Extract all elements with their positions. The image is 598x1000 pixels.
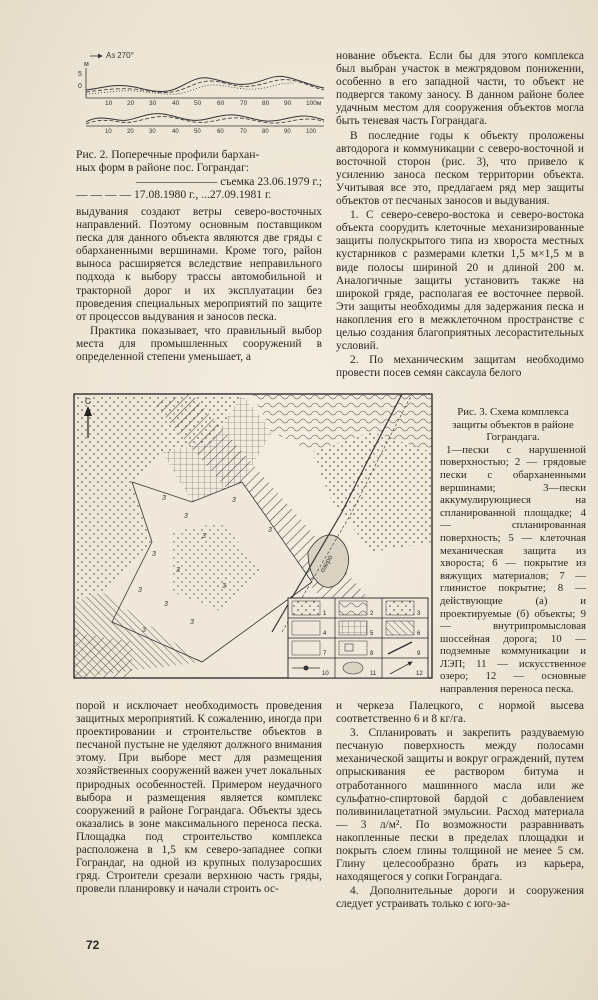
svg-text:4: 4	[323, 631, 327, 637]
north-label: С	[85, 397, 91, 406]
svg-text:60: 60	[217, 129, 224, 134]
svg-text:5: 5	[78, 71, 82, 78]
left-column-bottom: порой и исключает необходимость проведения защитных мероприятий. К сожалению, иногда при проектировании и строительстве объектов в песчаной пустыне не уделяют должного внимания этому. При выборе мест для размещения хозяйственных сооружений важен учет локальных природных особенностей. Примером неудачного выбора и размещения является комплекс сооружений в районе Гограндага. Объекты здесь оказались в зоне максимального переноса песка. Площадка под строительство комплекса расположена в 1,5 км северо-западнее сопки Гограндаг, на одной из крупных полузаросших гряд. Строители срезали верхнюю часть гряды, провели планировку и начали строить ос-	[76, 700, 322, 896]
map-legend	[288, 598, 428, 678]
svg-text:3: 3	[162, 495, 166, 502]
svg-text:3: 3	[222, 583, 226, 590]
svg-text:3: 3	[142, 627, 146, 634]
svg-text:30: 30	[149, 129, 156, 134]
svg-text:80: 80	[262, 100, 270, 107]
right-column-bottom: и черкеза Палецкого, с нормой высева соответственно 6 и 8 кг/га. 3. Спланировать и закрепить раздуваемую песчаную поверхность между полосами механической защиты и вокруг ограждений, путем опрыскивания ее раствором битума и отработанного машинного масла или же сульфатно-спиртовой бардой с добавлением поливинилацетатной эмульсии. Расход материала — 3 л/м². По возможности разравнивать накопленные пески в пределах площадки и покрыть слоем глины толщиной не менее 5 см. Глину целесообразно брать из карьера, находящегося у сопки Гограндага. 4. Дополнительные дороги и сооружения следует устраивать только с юго-за-	[336, 700, 584, 911]
svg-text:40: 40	[172, 100, 180, 107]
svg-text:5: 5	[370, 631, 374, 637]
svg-text:3: 3	[202, 533, 206, 540]
svg-text:40: 40	[172, 129, 179, 134]
svg-text:30: 30	[149, 100, 157, 107]
figure2-x-ticks	[105, 100, 322, 107]
svg-text:90: 90	[284, 129, 291, 134]
svg-text:2: 2	[370, 611, 374, 617]
svg-text:20: 20	[127, 100, 135, 107]
svg-text:12: 12	[416, 671, 423, 677]
svg-text:10: 10	[322, 671, 329, 677]
svg-text:70: 70	[240, 100, 248, 107]
svg-text:3: 3	[190, 619, 194, 626]
svg-text:3: 3	[232, 497, 236, 504]
svg-text:100м: 100м	[306, 100, 322, 107]
svg-text:60: 60	[217, 100, 225, 107]
svg-text:50: 50	[194, 100, 202, 107]
svg-text:6: 6	[417, 631, 421, 637]
svg-text:3: 3	[417, 611, 421, 617]
svg-text:3: 3	[164, 601, 168, 608]
svg-text:3: 3	[176, 567, 180, 574]
svg-text:8: 8	[370, 651, 374, 657]
svg-text:3: 3	[152, 551, 156, 558]
svg-text:0: 0	[78, 83, 82, 90]
svg-text:3: 3	[268, 527, 272, 534]
svg-text:90: 90	[284, 100, 292, 107]
svg-text:м: м	[84, 61, 89, 68]
left-column-top: выдувания создают ветры северо-восточных направлений. Поэтому основным поставщиком песка для данного объекта являются две гряды с обарханенными вершинами. Кроме того, район выноса расширяется вследствие неправильного подхода к выбору трассы автомобильной и тракторной дорог и их эксплуатации без проведения специальных мероприятий по защите от процессов выдувания и заносов песка. Практика показывает, что правильный выбор места для промышленных сооружений в определенной степени уменьшает, а	[76, 206, 322, 364]
svg-text:9: 9	[417, 651, 421, 657]
figure3-map	[72, 392, 436, 682]
right-column-top: нование объекта. Если бы для этого комплекса был выбран участок в межгрядовом понижении, особенно в его западной части, то объект не подвергся такому заносу. В данном районе более удачным местом для сооружения объектов могла быть теневая часть Гограндага. В последние годы к объекту проложены автодорога и коммуникации с северо-восточной и восточной сторон (рис. 3), что привело к усилению заноса песком территории объекта. Учитывая все это, предлагаем ряд мер защиты объектов от песчаных заносов и выдувания. 1. С северо-северо-востока и северо-востока объекта соорудить клеточные механизированные защиты полускрытого типа из хворостa местных кустарников с размерами клетки 1,5 м×1,5 м в виде полосы шириной 20 и длиной 200 м. Аналогичные защиты установить также на широкой гряде, располагая ее восточнее первой. Эти защиты необходимы для задержания песка и накопления его в межклеточном пространстве с целью создания благоприятных лесорастительных условий. 2. По механическим защитам необходимо провести посев семян саксаула белого	[336, 50, 584, 380]
svg-text:100: 100	[306, 129, 317, 134]
page-number: 72	[86, 938, 100, 952]
figure2-caption: Рис. 2. Поперечные профили бархан- ных форм в районе пос. Гограндаг: ——————— съемка 23.06.1979 г.; — — — — 17.08.1980 г., ...27.09.1981 г.	[76, 148, 322, 202]
svg-text:20: 20	[127, 129, 134, 134]
svg-text:70: 70	[240, 129, 247, 134]
svg-text:1: 1	[323, 611, 327, 617]
svg-text:3: 3	[138, 587, 142, 594]
svg-text:80: 80	[262, 129, 269, 134]
svg-text:50: 50	[194, 129, 201, 134]
svg-text:10: 10	[105, 129, 112, 134]
svg-text:10: 10	[105, 100, 113, 107]
svg-text:11: 11	[370, 671, 377, 677]
svg-text:3: 3	[184, 513, 188, 520]
lake-label: озеро	[319, 554, 335, 574]
figure3-caption: Рис. 3. Схема комплекса защиты объектов в районе Гограндага. 1—пески с нарушенной поверхностью; 2 — грядовые пески с обарханенными вершинами; 3—пески аккумулирующиеся на спланированной площадке; 4 — спланированная поверхность; 5 — клеточная механическая защита из хвороста; 6 — покрытие из вяжущих материалов; 7 — глинистое покрытие; 8 — действующие (а) и проектируемые (б) объекты; 9 — внутрипромысловая шоссейная дорога; 10 — подземные коммуникации и ЛЭП; 11 — искусственное озеро; 12 — основные направления переноса песка.	[440, 406, 586, 696]
figure2-profiles	[72, 46, 342, 134]
azimuth-label: Аз 270°	[106, 51, 134, 60]
svg-text:7: 7	[323, 651, 327, 657]
